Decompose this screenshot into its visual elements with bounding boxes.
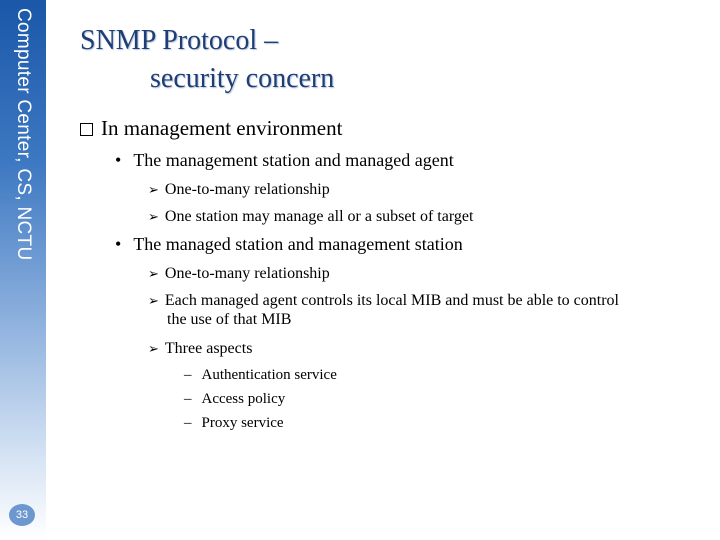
level2-text: The management station and managed agent bbox=[133, 150, 454, 170]
level1-text: In management environment bbox=[101, 116, 343, 140]
level4-item bbox=[184, 415, 284, 432]
level3-item bbox=[148, 340, 252, 358]
level4-text: Proxy service bbox=[201, 415, 284, 431]
level3-text: Three aspects bbox=[164, 340, 253, 357]
dash-bullet-icon: – bbox=[184, 415, 192, 431]
level3-item bbox=[148, 208, 473, 226]
dash-bullet-icon: – bbox=[184, 367, 192, 383]
hollow-square-bullet-icon bbox=[80, 123, 93, 136]
level2-item bbox=[115, 234, 463, 255]
arrowhead-bullet-icon: ➢ bbox=[148, 342, 159, 357]
dot-bullet-icon: • bbox=[115, 234, 122, 254]
slide-title bbox=[80, 22, 334, 98]
level3-text: One station may manage all or a subset of target bbox=[164, 208, 474, 225]
level3-text: One-to-many relationship bbox=[164, 265, 330, 282]
level3-item bbox=[148, 265, 330, 283]
dot-bullet-icon: • bbox=[115, 150, 122, 170]
level1-item bbox=[80, 116, 342, 141]
arrowhead-bullet-icon: ➢ bbox=[148, 210, 159, 225]
dash-bullet-icon: – bbox=[184, 391, 192, 407]
level3-item bbox=[148, 181, 330, 199]
level2-text: The managed station and management station bbox=[133, 234, 463, 254]
level4-item bbox=[184, 391, 285, 408]
title-line-1: SNMP Protocol – bbox=[80, 25, 279, 56]
level4-text: Access policy bbox=[201, 391, 286, 407]
level2-item bbox=[115, 150, 454, 171]
sidebar bbox=[0, 0, 46, 540]
title-line-2: security concern bbox=[150, 63, 335, 94]
arrowhead-bullet-icon: ➢ bbox=[148, 267, 159, 282]
page-number: 33 bbox=[9, 504, 35, 526]
level3-text: Each managed agent controls its local MIB and must be able to control bbox=[164, 292, 619, 309]
level4-item bbox=[184, 367, 337, 384]
level3-item bbox=[148, 292, 619, 329]
sidebar-label: Computer Center, CS, NCTU bbox=[13, 8, 34, 261]
arrowhead-bullet-icon: ➢ bbox=[148, 294, 159, 309]
level4-text: Authentication service bbox=[201, 367, 337, 383]
arrowhead-bullet-icon: ➢ bbox=[148, 183, 159, 198]
level3-text: One-to-many relationship bbox=[164, 181, 330, 198]
level3-text-continuation: the use of that MIB bbox=[167, 311, 292, 328]
